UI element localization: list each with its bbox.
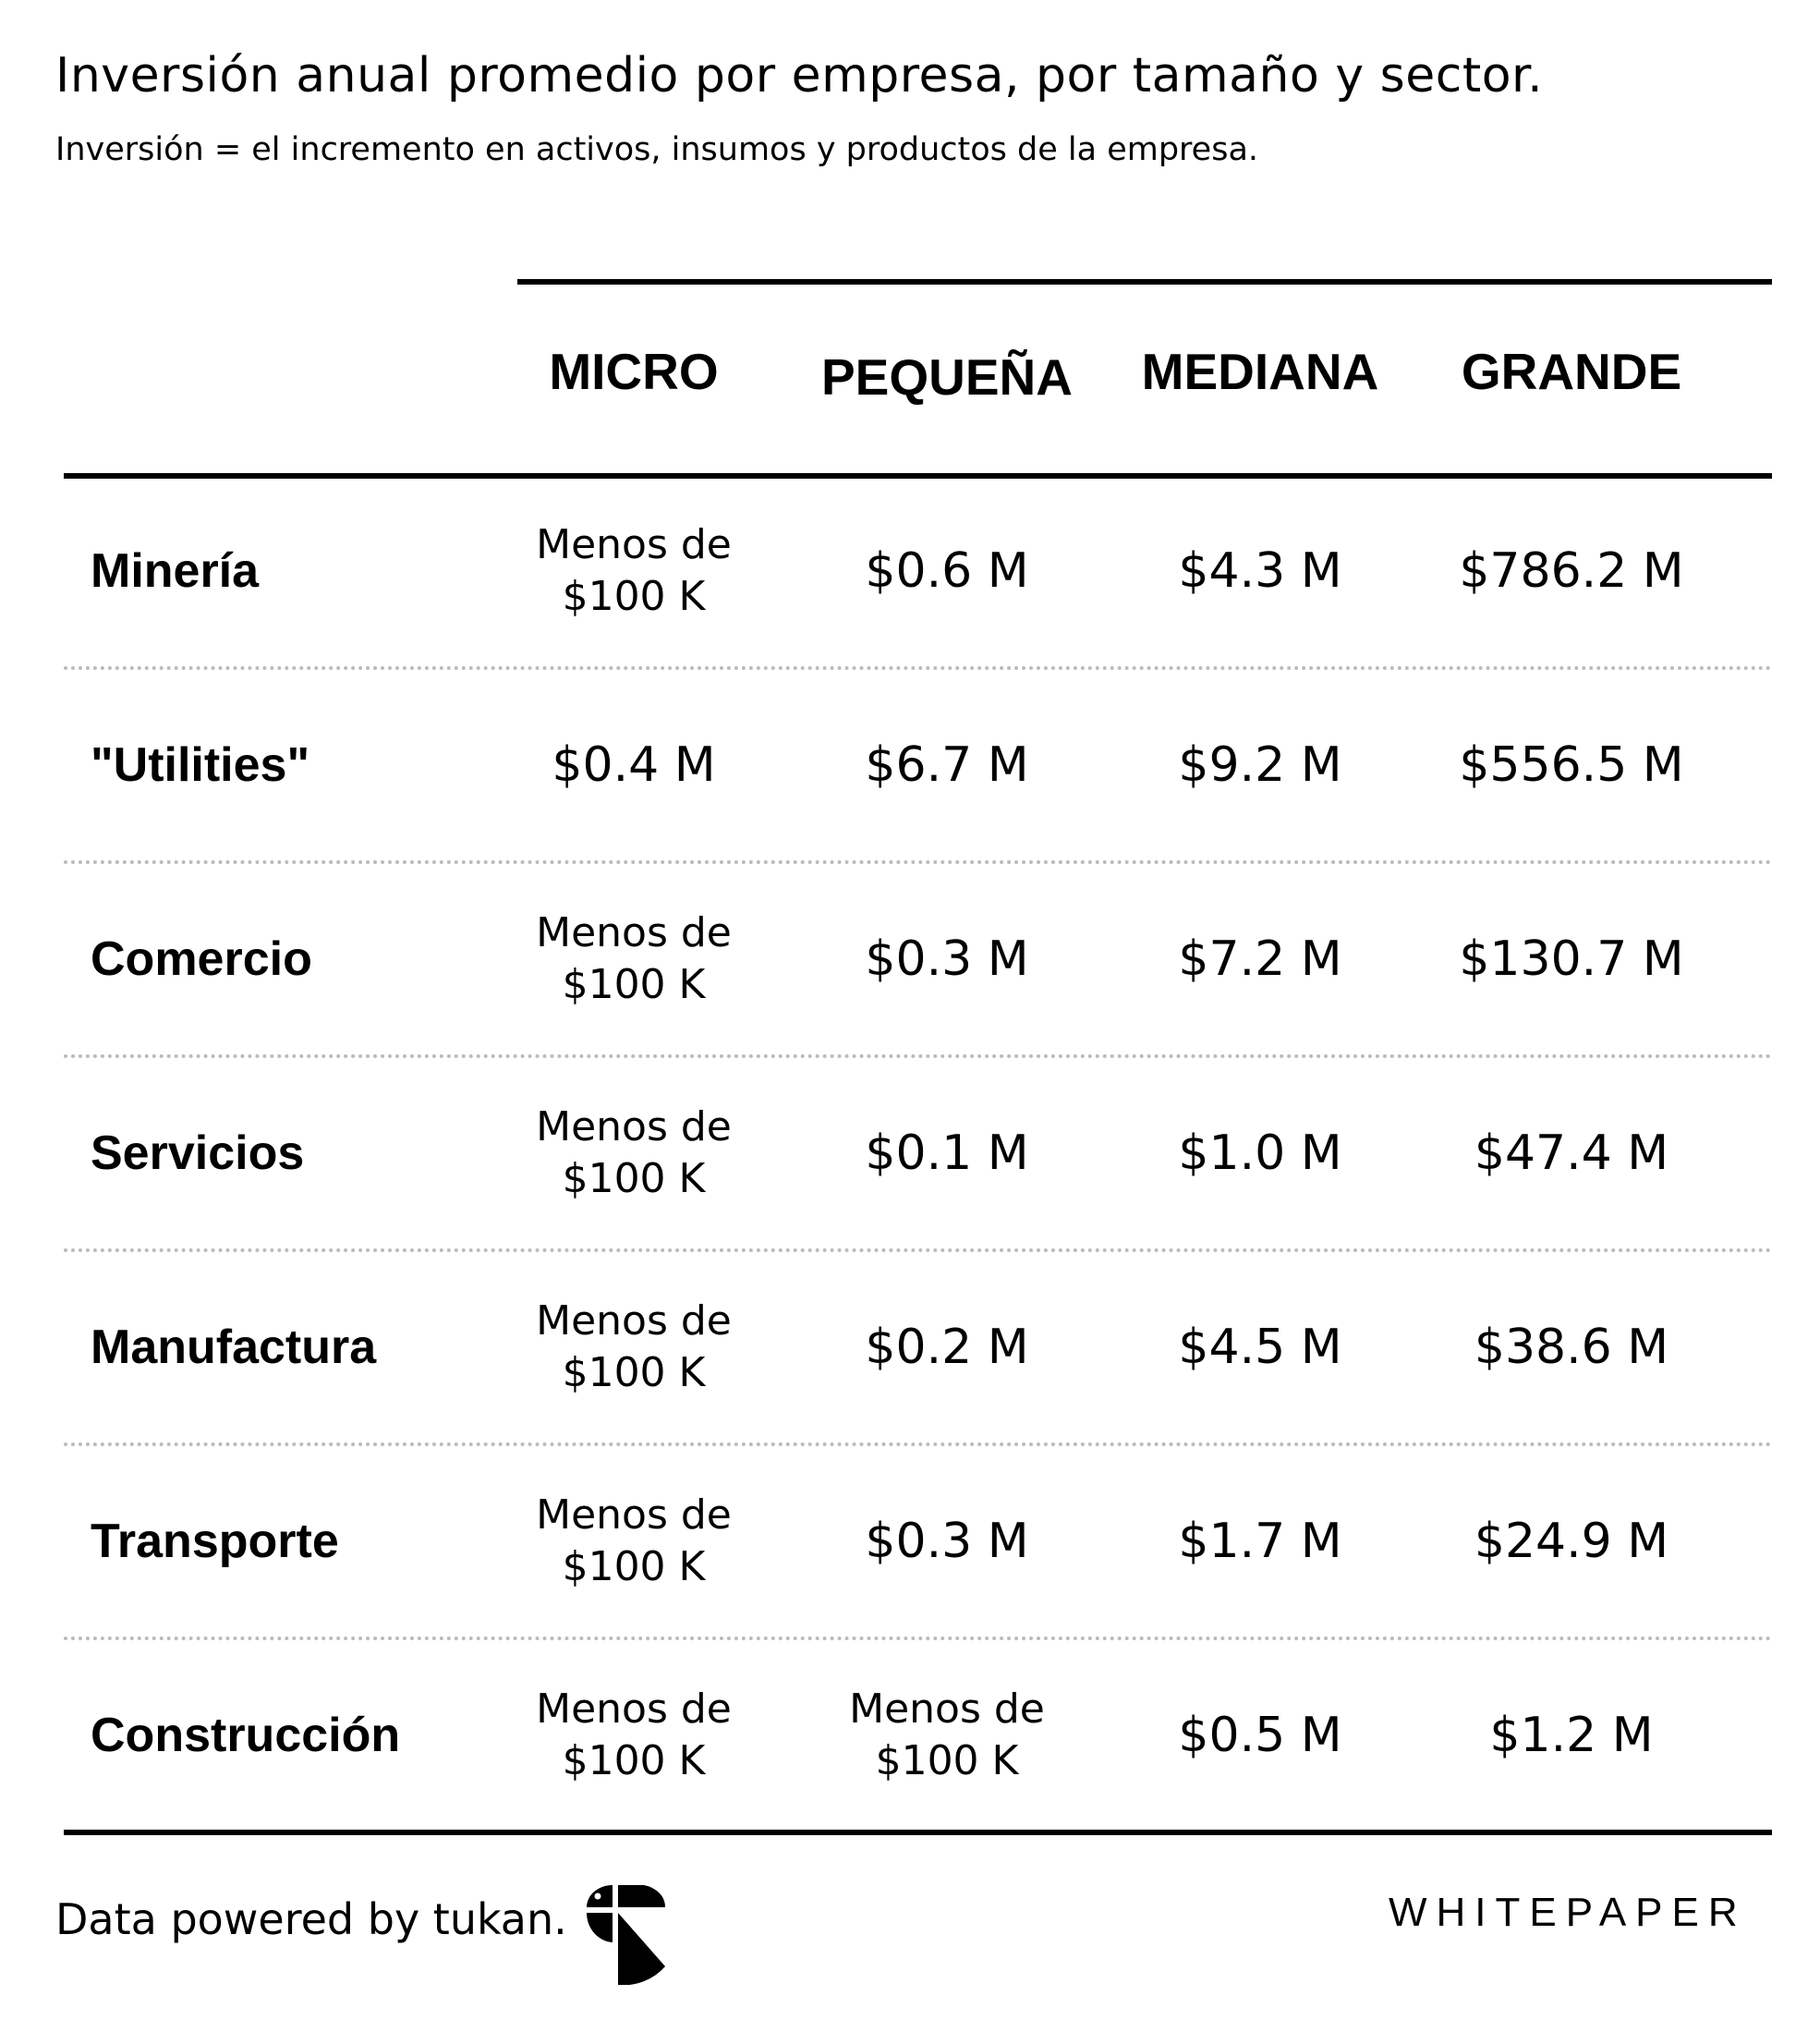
column-header-mediana: MEDIANA [1141, 343, 1379, 400]
table-row [0, 1250, 1820, 1444]
sector-label: Comercio [91, 932, 312, 986]
table-row [0, 668, 1820, 862]
value-cell: $1.0 M [1178, 1126, 1342, 1181]
table-row [0, 474, 1820, 668]
tukan-logo-icon [587, 1885, 670, 1985]
sector-label: Manufactura [91, 1320, 377, 1374]
page-subtitle: Inversión = el incremento en activos, insumos y productos de la empresa. [55, 131, 1259, 168]
sector-label: Minería [91, 544, 260, 598]
value-cell: $0.3 M [865, 931, 1029, 987]
column-header-grande: GRANDE [1461, 343, 1682, 400]
value-cell: $1.2 M [1489, 1708, 1654, 1763]
table-row [0, 1444, 1820, 1638]
powered-by-text: Data powered by tukan. [55, 1894, 567, 1944]
top-rule [517, 279, 1772, 285]
value-cell: $38.6 M [1474, 1320, 1669, 1375]
sector-label: Servicios [91, 1126, 305, 1180]
value-cell: Menos de $100 K [536, 1491, 732, 1590]
value-cell: $0.4 M [552, 737, 716, 793]
value-cell: $7.2 M [1178, 931, 1342, 987]
bottom-rule [64, 1830, 1772, 1835]
value-cell: $6.7 M [865, 737, 1029, 793]
value-cell: $24.9 M [1474, 1514, 1669, 1569]
value-cell: Menos de $100 K [849, 1685, 1045, 1784]
table-row [0, 1056, 1820, 1250]
value-cell: $4.5 M [1178, 1320, 1342, 1375]
value-cell: $47.4 M [1474, 1126, 1669, 1181]
page-title: Inversión anual promedio por empresa, por tamaño y sector. [55, 48, 1544, 103]
value-cell: $556.5 M [1459, 737, 1684, 793]
value-cell: $0.6 M [865, 543, 1029, 599]
value-cell: Menos de $100 K [536, 1297, 732, 1396]
value-cell: Menos de $100 K [536, 1103, 732, 1202]
column-header-pequena: PEQUEÑA [821, 348, 1073, 406]
sector-label: Construcción [91, 1709, 401, 1762]
value-cell: $130.7 M [1459, 931, 1684, 987]
column-header-micro: MICRO [549, 343, 719, 400]
table-row [0, 1638, 1820, 1832]
value-cell: $9.2 M [1178, 737, 1342, 793]
value-cell: $0.2 M [865, 1320, 1029, 1375]
sector-label: Transporte [91, 1515, 339, 1568]
sector-label: "Utilities" [91, 738, 310, 792]
value-cell: $786.2 M [1459, 543, 1684, 599]
value-cell: $1.7 M [1178, 1514, 1342, 1569]
value-cell: Menos de $100 K [536, 1685, 732, 1784]
value-cell: $0.3 M [865, 1514, 1029, 1569]
table-row [0, 862, 1820, 1056]
value-cell: $4.3 M [1178, 543, 1342, 599]
value-cell: $0.5 M [1178, 1708, 1342, 1763]
value-cell: Menos de $100 K [536, 521, 732, 620]
value-cell: Menos de $100 K [536, 909, 732, 1008]
value-cell: $0.1 M [865, 1126, 1029, 1181]
whitepaper-brand: WHITEPAPER [1389, 1890, 1747, 1935]
